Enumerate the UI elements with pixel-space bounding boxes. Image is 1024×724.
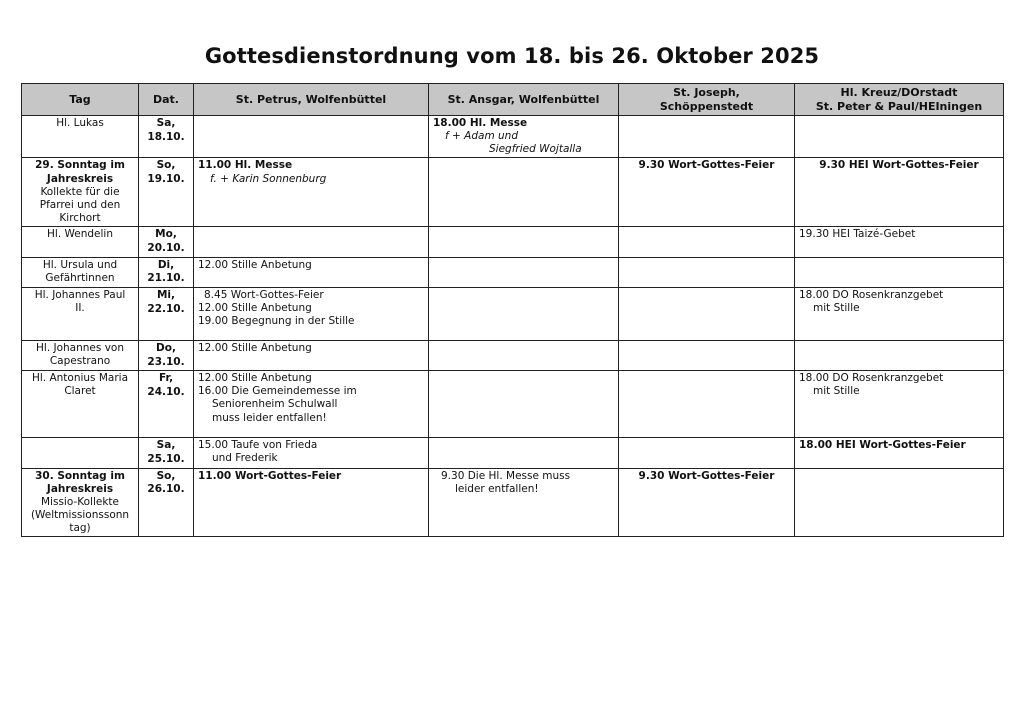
table-row [22, 371, 1004, 438]
date-weekday: Di, [157, 258, 175, 271]
cell-tag [22, 257, 139, 287]
tag-line: Missio-Kollekte [41, 495, 119, 508]
tag-line: Jahreskreis [46, 172, 114, 185]
cell-date [139, 371, 194, 438]
table-row [22, 158, 1004, 227]
service-intention: f + Adam und [445, 130, 518, 143]
cell-date [139, 287, 194, 340]
tag-line: Gefährtinnen [45, 271, 115, 284]
cell-hl-kreuz [795, 287, 1004, 340]
cell-st-joseph [619, 158, 795, 227]
cell-st-joseph [619, 438, 795, 468]
service-entry: 19.30 HEI Taizé-Gebet [799, 228, 916, 241]
table-row [22, 438, 1004, 468]
table-header-row [22, 84, 1004, 116]
cell-st-ansgar [429, 468, 619, 537]
header-hl-kreuz-line: Hl. Kreuz/DOrstadt [840, 86, 958, 100]
service-entry: 8.45 Wort-Gottes-Feier [204, 288, 324, 301]
tag-line: Hl. Johannes von [36, 341, 124, 354]
tag-line: Kirchort [59, 211, 101, 224]
header-st-petrus: St. Petrus, Wolfenbüttel [194, 84, 429, 116]
cell-date [139, 116, 194, 158]
date-weekday: Mi, [156, 288, 176, 301]
service-entry: 18.00 Hl. Messe [433, 117, 528, 129]
cell-st-joseph [619, 257, 795, 287]
schedule-table [21, 83, 1004, 537]
cell-hl-kreuz [795, 257, 1004, 287]
cell-st-ansgar [429, 116, 619, 158]
cell-hl-kreuz [795, 438, 1004, 468]
cell-tag [22, 227, 139, 257]
cell-tag [22, 438, 139, 468]
service-entry: 12.00 Stille Anbetung [198, 302, 312, 315]
service-entry: mit Stille [813, 302, 860, 315]
date-weekday: Sa, [156, 117, 176, 129]
header-hl-kreuz [795, 84, 1004, 116]
table-row [22, 227, 1004, 257]
date-day: 21.10. [147, 272, 185, 285]
date-weekday: Fr, [158, 372, 174, 385]
cell-st-petrus [194, 287, 429, 340]
service-entry: 9.30 Wort-Gottes-Feier [638, 159, 775, 172]
service-entry: 12.00 Stille Anbetung [198, 258, 312, 271]
tag-line: Capestrano [49, 355, 111, 368]
service-entry: 12.00 Stille Anbetung [198, 372, 312, 385]
cell-st-ansgar [429, 438, 619, 468]
tag-line: tag) [69, 522, 91, 534]
date-day: 24.10. [147, 385, 185, 398]
cell-st-ansgar [429, 158, 619, 227]
date-weekday: Mo, [155, 228, 177, 241]
tag-line: 29. Sonntag im [35, 159, 125, 172]
header-st-joseph-line: St. Joseph, [673, 86, 740, 100]
cell-st-ansgar [429, 371, 619, 438]
service-entry: 9.30 Wort-Gottes-Feier [638, 469, 775, 482]
cell-st-petrus [194, 340, 429, 370]
tag-line: Claret [64, 385, 96, 398]
date-weekday: Do, [156, 341, 176, 354]
date-day: 26.10. [147, 483, 185, 496]
cell-hl-kreuz [795, 371, 1004, 438]
cell-date [139, 227, 194, 257]
cell-st-petrus [194, 468, 429, 537]
cell-tag [22, 116, 139, 158]
date-day: 25.10. [147, 452, 185, 465]
service-entry: 15.00 Taufe von Frieda [198, 439, 318, 452]
cell-st-petrus [194, 116, 429, 158]
cell-st-petrus [194, 438, 429, 468]
cell-st-petrus [194, 227, 429, 257]
cell-st-joseph [619, 468, 795, 537]
cell-hl-kreuz [795, 340, 1004, 370]
service-entry: 18.00 DO Rosenkranzgebet [799, 288, 944, 301]
tag-line: Hl. Antonius Maria [31, 372, 129, 385]
service-entry: Seniorenheim Schulwall [212, 398, 338, 411]
date-day: 19.10. [147, 173, 185, 186]
cell-st-joseph [619, 371, 795, 438]
service-entry: 12.00 Stille Anbetung [198, 341, 312, 354]
service-intention: f. + Karin Sonnenburg [210, 172, 327, 185]
tag-line: Jahreskreis [46, 482, 114, 495]
cell-date [139, 257, 194, 287]
table-row [22, 287, 1004, 340]
table-row [22, 257, 1004, 287]
service-entry: und Frederik [212, 452, 278, 465]
header-dat: Dat. [139, 84, 194, 116]
cell-hl-kreuz [795, 116, 1004, 158]
cell-tag [22, 468, 139, 537]
header-st-joseph [619, 84, 795, 116]
table-row [22, 340, 1004, 370]
tag-line: Hl. Wendelin [47, 228, 113, 241]
cell-st-petrus [194, 257, 429, 287]
cell-tag [22, 287, 139, 340]
tag-line: 30. Sonntag im [35, 469, 125, 482]
date-day: 23.10. [147, 355, 185, 368]
cell-st-joseph [619, 116, 795, 158]
tag-line: Pfarrei und den [39, 198, 121, 211]
table-row [22, 468, 1004, 537]
cell-st-ansgar [429, 340, 619, 370]
service-entry: 9.30 Die Hl. Messe muss [441, 469, 571, 482]
tag-line: II. [75, 302, 85, 315]
header-tag: Tag [22, 84, 139, 116]
tag-line: Hl. Johannes Paul [34, 288, 126, 301]
tag-line: Hl. Ursula und [42, 258, 118, 271]
service-entry: 18.00 DO Rosenkranzgebet [799, 372, 944, 385]
service-entry: 19.00 Begegnung in der Stille [198, 315, 355, 328]
header-st-joseph-line: Schöppenstedt [659, 99, 754, 113]
cell-date [139, 468, 194, 537]
service-entry: 18.00 HEI Wort-Gottes-Feier [799, 439, 966, 452]
cell-date [139, 158, 194, 227]
tag-line: Kollekte für die [40, 185, 120, 198]
service-entry: mit Stille [813, 385, 860, 398]
cell-st-ansgar [429, 287, 619, 340]
date-day: 22.10. [147, 302, 185, 315]
service-entry: muss leider entfallen! [212, 411, 327, 424]
cell-st-joseph [619, 340, 795, 370]
table-row [22, 116, 1004, 158]
service-entry: 11.00 Wort-Gottes-Feier [198, 469, 342, 482]
date-weekday: So, [156, 159, 176, 172]
cell-hl-kreuz [795, 468, 1004, 537]
page-title: Gottesdienstordnung vom 18. bis 26. Oktober 2025 [204, 44, 820, 68]
cell-tag [22, 158, 139, 227]
cell-st-ansgar [429, 227, 619, 257]
date-day: 20.10. [147, 242, 185, 255]
cell-tag [22, 340, 139, 370]
service-entry: 16.00 Die Gemeindemesse im [198, 385, 357, 398]
tag-line: (Weltmissionssonn [30, 508, 130, 521]
header-st-ansgar: St. Ansgar, Wolfenbüttel [429, 84, 619, 116]
cell-hl-kreuz [795, 158, 1004, 227]
cell-tag [22, 371, 139, 438]
tag-line: Hl. Lukas [56, 117, 104, 129]
cell-st-petrus [194, 371, 429, 438]
cell-hl-kreuz [795, 227, 1004, 257]
date-weekday: So, [156, 469, 176, 482]
cell-st-joseph [619, 227, 795, 257]
service-entry: leider entfallen! [455, 482, 539, 495]
cell-st-joseph [619, 287, 795, 340]
date-weekday: Sa, [156, 439, 176, 452]
cell-st-ansgar [429, 257, 619, 287]
service-entry: 9.30 HEI Wort-Gottes-Feier [819, 159, 979, 172]
header-hl-kreuz-line: St. Peter & Paul/HEIningen [815, 99, 983, 113]
service-intention: Siegfried Wojtalla [489, 143, 582, 156]
date-day: 18.10. [147, 130, 185, 143]
cell-st-petrus [194, 158, 429, 227]
cell-date [139, 340, 194, 370]
service-entry: 11.00 Hl. Messe [198, 159, 293, 172]
cell-date [139, 438, 194, 468]
